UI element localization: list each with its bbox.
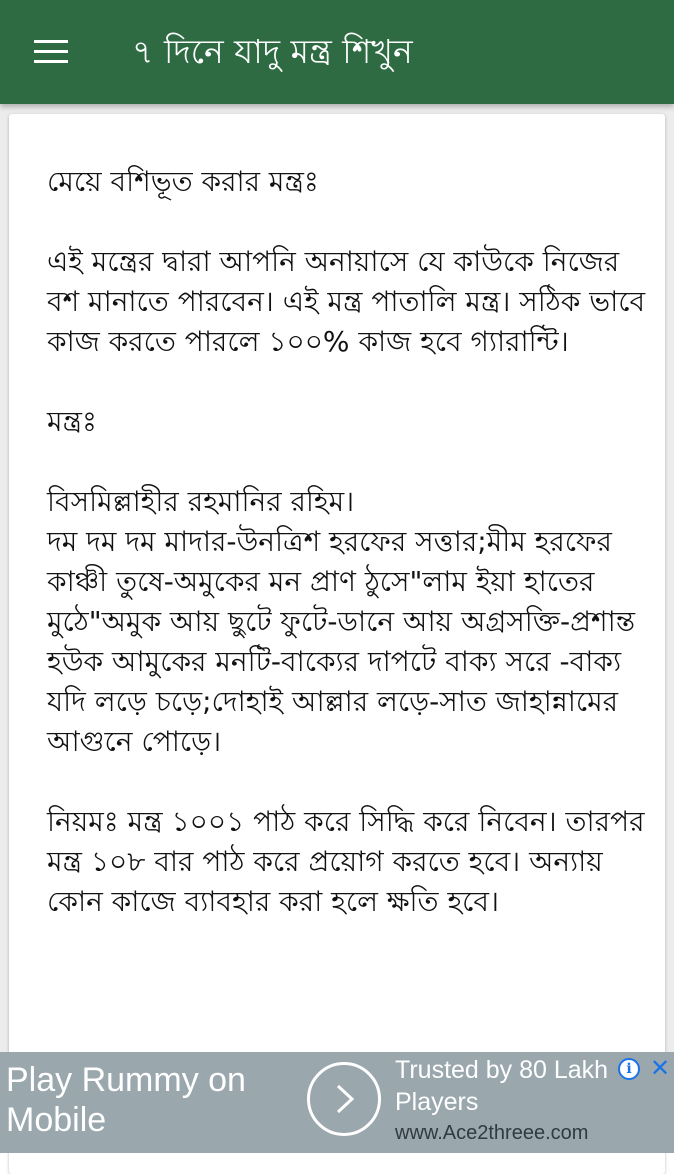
info-icon[interactable]: i	[618, 1058, 640, 1080]
ad-url[interactable]: www.Ace2threee.com	[395, 1122, 589, 1144]
ad-banner[interactable]	[0, 1052, 674, 1153]
hamburger-menu-icon	[34, 40, 68, 43]
menu-button[interactable]	[24, 28, 76, 76]
ad-arrow-button[interactable]	[307, 1062, 381, 1136]
app-title: ৭ দিনে যাদু মন্ত্র শিখুন	[132, 32, 413, 71]
chevron-right-icon	[330, 1082, 358, 1116]
ad-left-text[interactable]: Play Rummy on Mobile	[6, 1061, 246, 1139]
app-bar	[0, 0, 674, 104]
hamburger-menu-icon-line	[34, 60, 68, 63]
article-body: মেয়ে বশিভূত করার মন্ত্রঃ এই মন্ত্রের দ্বারা আপনি অনায়াসে যে কাউকে নিজের বশ মানাতে পারবেন। এই মন্ত্র পাতালি মন্ত্র। সঠিক ভাবে কাজ করতে পারলে ১০০% কাজ হবে গ্যারান্টি। মন্ত্রঃ বিসমিল্লাহীর রহমানির রহিম। দম দম দম মাদার-উনত্রিশ হরফের সত্তার;মীম হরফের কাঞ্চী তুষে-অমুকের মন প্রাণ ঠুসে"লাম ইয়া হাতের মুঠে"অমুক আয় ছুটে ফুটে-ডানে আয় অগ্রসক্তি-প্রশান্ত হউক আমুকের মনটি-বাক্যের দাপটে বাক্য সরে -বাক্য যদি লড়ে চড়ে;দোহাই আল্লার লড়ে-সাত জাহান্নামের আগুনে পোড়ে। নিয়মঃ মন্ত্র ১০০১ পাঠ করে সিদ্ধি করে নিবেন। তারপর মন্ত্র ১০৮ বার পাঠ করে প্রয়োগ করতে হবে। অন্যায় কোন কাজে ব্যাবহার করা হলে ক্ষতি হবে।	[47, 165, 646, 918]
hamburger-menu-icon-line	[34, 50, 68, 53]
ad-headline-continued[interactable]: Players	[395, 1088, 479, 1116]
close-icon[interactable]: ✕	[649, 1054, 671, 1082]
article-card	[9, 114, 665, 1174]
ad-headline[interactable]: Trusted by 80 Lakh	[395, 1056, 609, 1084]
content-area[interactable]	[0, 104, 674, 1153]
